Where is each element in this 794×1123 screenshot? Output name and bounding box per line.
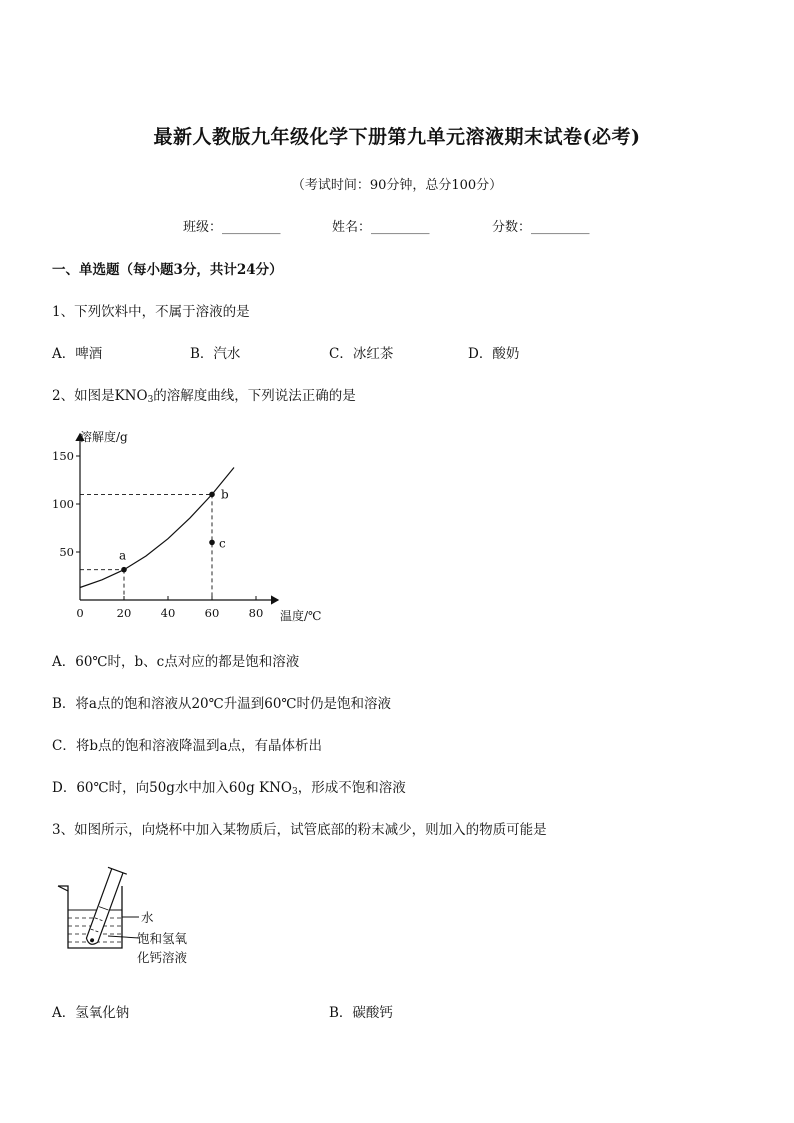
point-label-c: c — [219, 536, 226, 551]
section-heading: 一、单选题（每小题3分，共计24分） — [52, 262, 283, 278]
q3-option-a: A．氢氧化钠 — [52, 1005, 130, 1021]
q1-option-a: A．啤酒 — [52, 346, 103, 362]
test-tube — [81, 867, 126, 947]
q2-option-a: A．60℃时，b、c点对应的都是饱和溶液 — [52, 654, 300, 670]
x-tick-label: 60 — [204, 606, 220, 620]
question-2-stem: 2、如图是$KNO_3$的溶解度曲线，下列说法正确的是 — [52, 388, 356, 405]
x-tick-label: 20 — [116, 606, 132, 620]
solution-label-2: 化钙溶液 — [137, 950, 188, 965]
point-c — [209, 540, 215, 546]
q1-option-b: B．汽水 — [190, 346, 241, 362]
q2-option-d: D．60℃时，向50g水中加入60g $KNO_3$，形成不饱和溶液 — [52, 780, 406, 797]
q2-option-c: C．将b点的饱和溶液降温到a点，有晶体析出 — [52, 738, 323, 754]
solution-label-1: 饱和氢氧 — [137, 931, 188, 946]
y-tick-label: 50 — [59, 545, 74, 559]
q1-option-c: C．冰红茶 — [329, 346, 394, 362]
q2-option-b: B．将a点的饱和溶液从20℃升温到60℃时仍是饱和溶液 — [52, 696, 392, 712]
question-3-stem: 3、如图所示，向烧杯中加入某物质后，试管底部的粉末减少，则加入的物质可能是 — [52, 822, 547, 838]
q3-option-b: B．碳酸钙 — [329, 1005, 393, 1021]
exam-subtitle: （考试时间：90分钟，总分100分） — [291, 178, 503, 193]
name-field: 姓名：_________ — [332, 220, 430, 235]
point-label-a: a — [119, 548, 127, 563]
score-field: 分数：_________ — [492, 220, 590, 235]
exam-title: 最新人教版九年级化学下册第九单元溶液期末试卷(必考) — [153, 126, 641, 148]
q1-option-d: D．酸奶 — [468, 346, 520, 362]
point-label-b: b — [221, 487, 229, 502]
point-a — [121, 567, 127, 573]
water-label: 水 — [141, 910, 154, 925]
y-axis-label: 溶解度/g — [80, 430, 128, 444]
question-1-stem: 1、下列饮料中，不属于溶液的是 — [52, 304, 250, 320]
x-tick-label: 40 — [160, 606, 176, 620]
x-axis-label: 温度/℃ — [280, 609, 322, 623]
beaker-diagram — [50, 858, 220, 973]
y-tick-label: 150 — [52, 449, 74, 463]
x-tick-label: 80 — [248, 606, 264, 620]
class-field: 班级：_________ — [183, 220, 281, 235]
x-tick-label: 0 — [76, 606, 84, 620]
point-b — [209, 492, 215, 498]
solubility-chart — [40, 420, 340, 630]
y-tick-label: 100 — [52, 497, 74, 511]
